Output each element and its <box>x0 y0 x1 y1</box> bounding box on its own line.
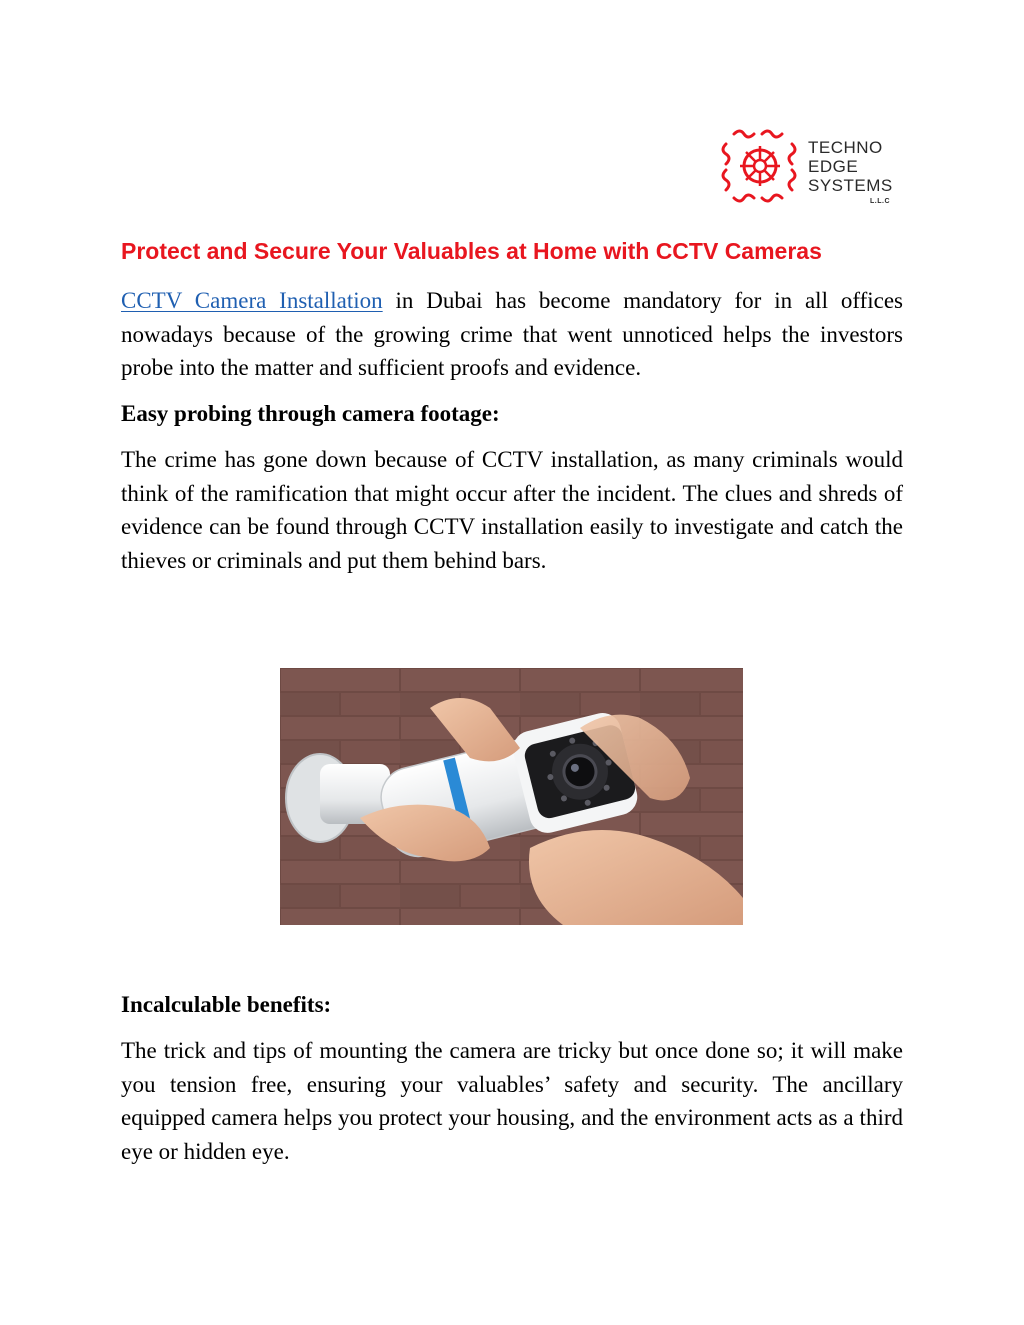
logo-suffix: L.L.C <box>870 198 890 205</box>
company-logo <box>720 126 910 212</box>
section-heading-incalculable-benefits: Incalculable benefits: <box>121 992 332 1017</box>
logo-wordmark <box>808 138 893 195</box>
intro-text: in Dubai has become mandatory for in all offices nowadays because of the growing crime that went unnoticed helps the investors probe into the matter and sufficient proofs and evidence. <box>121 288 903 380</box>
page-title: Protect and Secure Your Valuables at Home with CCTV Cameras <box>121 238 822 264</box>
cctv-camera-photo <box>280 668 743 925</box>
section-heading-easy-probing: Easy probing through camera footage: <box>121 401 500 426</box>
section-body-easy-probing: The crime has gone down because of CCTV installation, as many criminals would think of the ramification that might occur after the incident. The clues and shreds of evidence can be found through CCTV installation easily to investigate and catch the thieves or criminals and put them behind bars. <box>121 447 903 573</box>
logo-line-systems: SYSTEMS <box>808 176 893 195</box>
section-body-incalculable-benefits: The trick and tips of mounting the camera are tricky but once done so; it will make you tension free, ensuring your valuables’ safety and security. The ancillary equipped camera helps you protect your housing, and the environment acts as a third eye or hidden eye. <box>121 1038 903 1164</box>
techno-edge-emblem-icon <box>720 126 800 206</box>
intro-paragraph <box>121 284 903 385</box>
logo-line-edge: EDGE <box>808 157 859 176</box>
logo-line-techno: TECHNO <box>808 138 883 157</box>
cctv-installation-link[interactable]: CCTV Camera Installation <box>121 288 383 313</box>
